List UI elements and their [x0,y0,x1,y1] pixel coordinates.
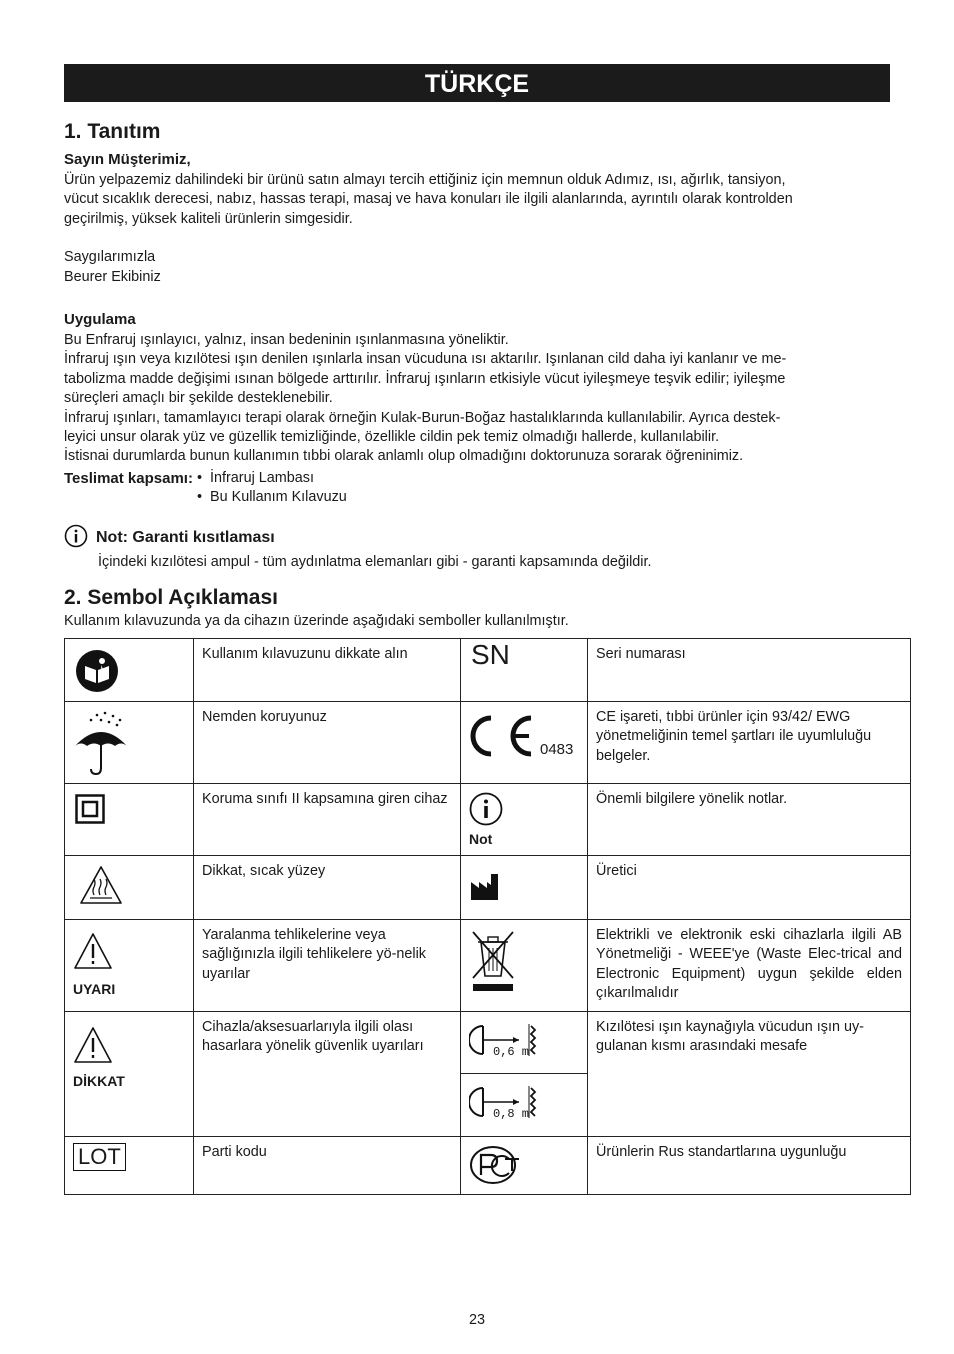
symbol-description: CE işareti, tıbbi ürünler için 93/42/ EWG yönetmeliğinin temel şartları ile uyumluluğu belgeler. [588,701,911,783]
symbol-description: Yaralanma tehlikelerine veya sağlığınızla ilgili tehlikelere yö-nelik uyarılar [194,919,461,1011]
delivery-scope-label: Teslimat kapsamı: [64,469,193,487]
symbol-description: Seri numarası [588,638,911,701]
distance-value: 0,8 m [493,1106,530,1121]
table-row [65,1136,911,1194]
note-title: Not: Garanti kısıtlaması [96,529,275,547]
greeting: Sayın Müşterimiz, [64,151,191,168]
section-intro-heading: 1. Tanıtım [64,120,161,143]
closing-signature: Beurer Ekibiniz [64,268,161,285]
symbol-description: Nemden koruyunuz [194,701,461,783]
warning-triangle-icon [73,932,113,970]
warning-label: UYARI [73,980,116,997]
delivery-scope-item: • İnfraruj Lambası [197,469,347,488]
application-line: tabolizma madde değişimi ısınan bölgede arttırılır. İnfraruj ışınların etkisiyle vücut iyileşmeye teşvik edilir; iyileşme [64,370,786,387]
language-banner: TÜRKÇE [64,64,890,102]
application-heading: Uygulama [64,311,136,329]
weee-bin-icon [469,928,517,992]
intro-line: geçirilmiş, yüksek kaliteli ürünlerin simgesidir. [64,210,353,227]
table-row [65,1011,911,1136]
book-manual-icon [75,649,119,693]
application-line: Bu Enfraruj ışınlayıcı, yalnız, insan bedeninin ışınlanmasına yöneliktir. [64,332,509,349]
symbol-description: Kızılötesi ışın kaynağıyla vücudun ışın uy-gulanan kısmı arasındaki mesafe [588,1011,911,1136]
umbrella-rain-icon [73,710,129,776]
application-line: leyici unsur olarak yüz ve güzellik temizliğinde, özellikle cildin pek temiz olmadığı hallerde, kullanılabilir. [64,429,720,446]
intro-line: vücut sıcaklık derecesi, nabız, hassas terapi, masaj ve hava konuları ile ilgili alanlarında, ayrıntılı olarak kontrolden [64,191,793,208]
symbol-description: Parti kodu [194,1136,461,1194]
table-row [65,701,911,783]
distance-cell-upper [461,1012,587,1074]
delivery-scope-item: • Bu Kullanım Kılavuzu [197,488,347,507]
gost-r-icon [469,1145,521,1185]
caution-label: DİKKAT [73,1072,125,1089]
delivery-scope [64,469,890,508]
caution-triangle-icon [73,1026,113,1064]
table-row [65,638,911,701]
page-number: 23 [468,1312,485,1328]
application-line: İstisnai durumlarda bunun kullanımın tıbbi olarak anlamlı olup olmadığını doktorunuza sorarak öğreninimiz. [64,448,744,465]
distance-value: 0,6 m [493,1044,530,1059]
hot-surface-icon [79,865,123,905]
symbol-description: Dikkat, sıcak yüzey [194,855,461,919]
symbol-description: Elektrikli ve elektronik eski cihazlarla ilgili AB Yönetmeliği - WEEE'ye (Waste Elec-trical and Electronic Equipment) uygun şekilde elden çıkarılmalıdır [588,919,911,1011]
symbols-intro: Kullanım kılavuzunda ya da cihazın üzerinde aşağıdaki semboller kullanılmıştır. [64,613,569,630]
page [64,64,902,1195]
lot-symbol: LOT [73,1143,126,1171]
ce-notified-body-number: 0483 [540,740,574,758]
section-symbols-heading: 2. Sembol Açıklaması [64,586,278,610]
note-header [64,524,890,553]
sn-symbol: SN [471,638,510,670]
double-square-icon [75,794,105,824]
table-row [65,855,911,919]
symbol-description: Cihazla/aksesuarlarıyla ilgili olası hasarlara yönelik güvenlik uyarıları [194,1011,461,1136]
application-line: İnfraruj ışın veya kızılötesi ışın denilen ışınlarla insan vücuduna ısı aktarılır. Işınlanan cild daha iyi kanlanır ve me- [64,351,787,368]
application-line: İnfraruj ışınları, tamamlayıcı terapi olarak örneğin Kulak-Burun-Boğaz hastalıklarında kullanılabilir. Ayrıca destek- [64,409,781,426]
note-text: İçindeki kızılötesi ampul - tüm aydınlatma elemanları gibi - garanti kapsamında değildir. [98,553,652,570]
info-icon [469,792,503,826]
info-icon [64,524,88,553]
symbol-description: Koruma sınıfı II kapsamına giren cihaz [194,783,461,855]
table-row [65,919,911,1011]
symbol-description: Kullanım kılavuzunu dikkate alın [194,638,461,701]
distance-cell-lower [461,1074,587,1136]
table-row [65,783,911,855]
symbol-description: Ürünlerin Rus standartlarına uygunluğu [588,1136,911,1194]
symbol-description: Üretici [588,855,911,919]
symbol-table [64,638,911,1195]
symbol-description: Önemli bilgilere yönelik notlar. [588,783,911,855]
manufacturer-icon [469,872,501,902]
ce-mark-icon [469,712,549,762]
application-line: süreçleri amaçlı bir şekilde desteklenebilir. [64,390,333,407]
intro-line: Ürün yelpazemiz dahilindeki bir ürünü satın almayı tercih ettiğiniz için memnun olduk Adımız, ısı, ağırlık, tansiyon, [64,172,786,188]
note-label: Not [469,830,493,847]
closing-line: Saygılarımızla [64,249,156,266]
delivery-scope-list [197,469,347,508]
